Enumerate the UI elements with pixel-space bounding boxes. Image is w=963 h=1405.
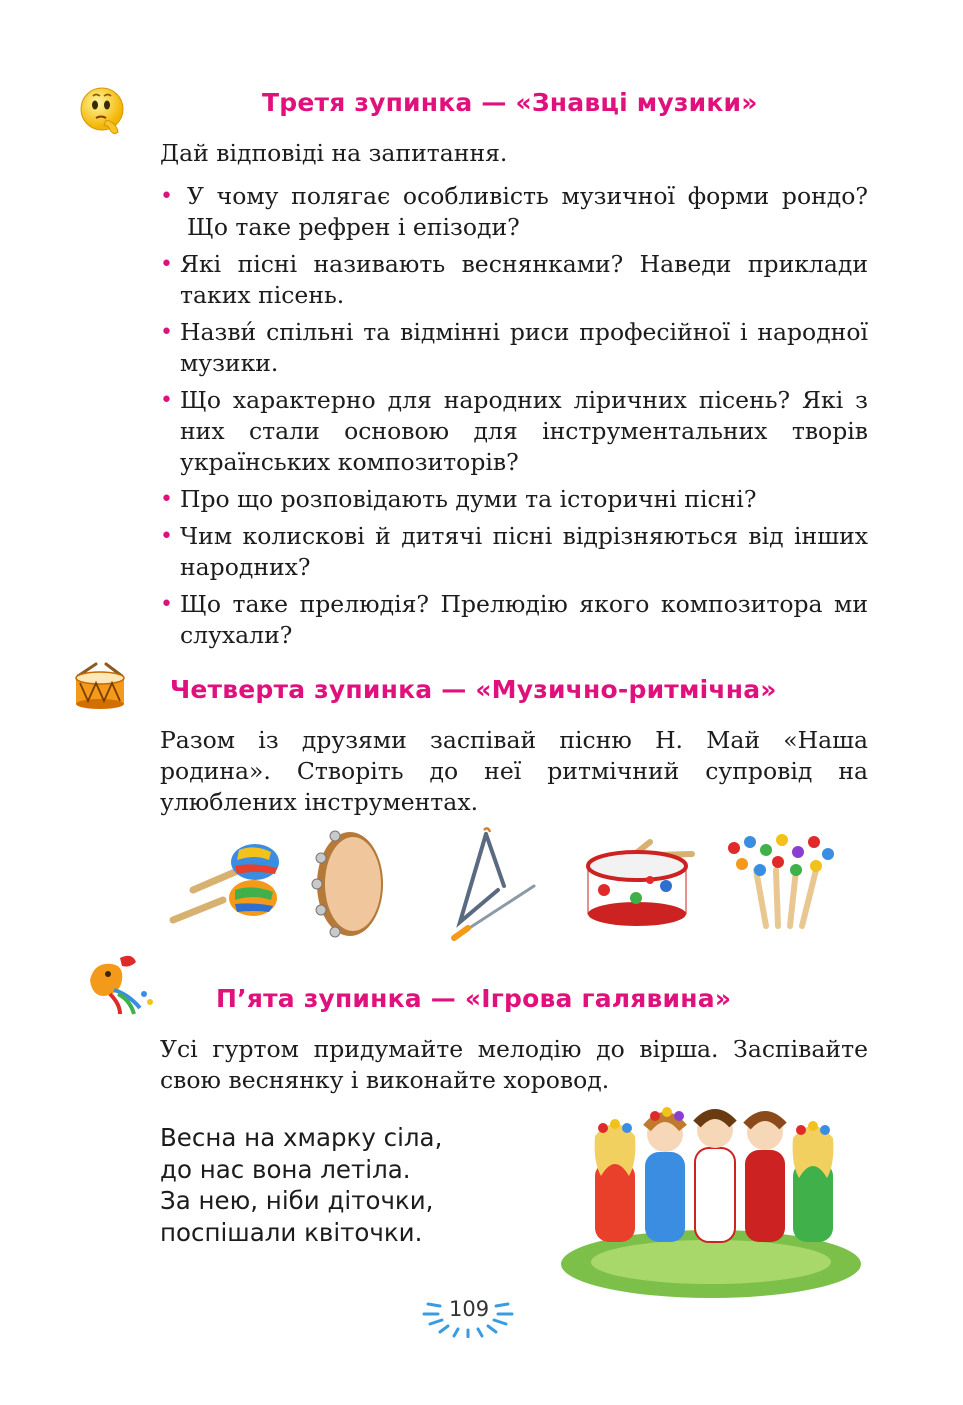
list-item: • Про що розповідають думи та історичні пісні?: [160, 485, 757, 513]
list-item: • Чим колискові й дитячі пісні відрізняються від інших народних?: [160, 522, 868, 581]
list-item: • Що характерно для народних ліричних пісень? Які з них стали основою для інструментальних творів українських композиторів?: [160, 386, 868, 476]
smiley-thinking-icon: [76, 84, 132, 140]
section5-heading: П’ята зупинка — «Ігрова галявина»: [216, 984, 732, 1013]
section3-heading: Третя зупинка — «Знавці музики»: [262, 88, 758, 117]
poem: [160, 1122, 442, 1248]
poem-line: За нею, ніби діточки,: [160, 1186, 434, 1215]
list-item: • У чому полягає особливість музичної форми рондо? Що таке рефрен і епізоди?: [160, 182, 868, 241]
question-list: [160, 181, 868, 657]
bullet-icon: •: [160, 320, 173, 345]
list-item: • Що таке прелюдія? Прелюдію якого композитора ми слухали?: [160, 590, 868, 649]
bullet-icon: •: [160, 487, 173, 512]
maracas-image: [165, 838, 283, 928]
list-item: • Назви́ спільні та відмінні риси професійної і народної музики.: [160, 318, 868, 377]
page-number: 109: [449, 1297, 490, 1321]
drum-icon: [70, 662, 130, 710]
poem-line: до нас вона летіла.: [160, 1154, 411, 1184]
list-item: • Які пісні називають веснянками? Наведи приклади таких пісень.: [160, 250, 868, 309]
poem-line: Весна на хмарку сіла,: [160, 1123, 443, 1152]
bullet-icon: •: [160, 388, 173, 413]
bullet-icon: •: [160, 524, 173, 549]
section4-text: Разом із друзями заспівай пісню Н. Май «Наша родина». Створіть до неї ритмічний супровід на улюблених інструментах.: [160, 726, 868, 816]
section4-heading: Четверта зупинка — «Музично-ритмічна»: [170, 675, 777, 704]
section5-text: Усі гуртом придумайте мелодію до вірша. Заспівайте свою веснянку і виконайте хоровод.: [160, 1035, 868, 1094]
bullet-icon: •: [160, 592, 173, 617]
round-dance-illustration: [555, 1092, 867, 1302]
poem-line: поспішали квіточки.: [160, 1217, 423, 1247]
bullet-icon: •: [160, 184, 173, 209]
section3-intro: Дай відповіді на запитання.: [160, 139, 508, 167]
drum-image: [580, 836, 698, 928]
jingle-sticks-image: [720, 830, 844, 930]
tambourine-image: [305, 828, 387, 940]
bird-icon: [80, 950, 158, 1016]
bullet-icon: •: [160, 252, 173, 277]
triangle-image: [446, 826, 538, 944]
